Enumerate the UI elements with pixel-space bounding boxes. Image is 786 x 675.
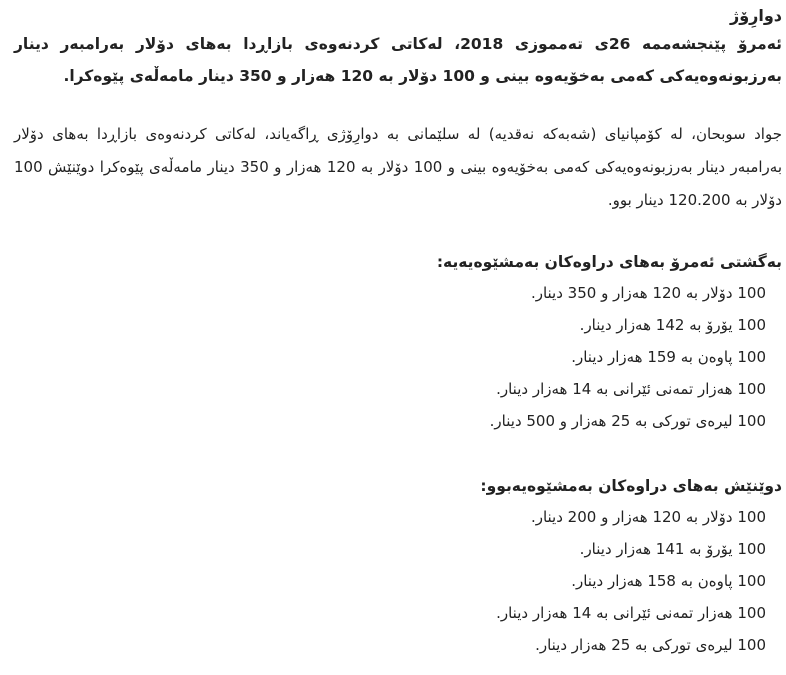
rate-item: 100 هەزار تمەنی ئێرانی بە 14 هەزار دینار. [496,380,766,398]
rate-item: 100 دۆلار بە 120 هەزار و 200 دینار. [530,508,766,526]
rate-item: 100 دۆلار بە 120 هەزار و 350 دینار. [530,284,766,302]
rate-item: 100 یۆرۆ بە 141 هەزار دینار. [579,540,766,558]
article-lead: ئەمرۆ پێنجشەممە 26ی تەمموزی 2018، لەکاتی کردنەوەی بازاڕدا بەهای دۆلار بەرامبەر دینار بەرزبونەوەیەکی کەمی بەخۆیەوە بینی و 100 دۆلار بە 120 هەزار و 350 دینار مامەڵەی پێوەکرا. [14,35,782,85]
rate-item: 100 پاوەن بە 158 هەزار دینار. [571,572,766,590]
yesterday-rates-heading: دوێنێش بەهای دراوەکان بەمشێوەیەبوو: [480,477,782,495]
article-body: جواد سوبحان، لە کۆمپانیای (شەبەکە نەقدیە) لە سلێمانی بە دوارِۆژی ڕاگەیاند، لەکاتی کردنەوەی بازاڕدا بەهای دۆلار بەرامبەر دینار بەرزبونەوەیەکی کەمی بەخۆیەوە بینی و 100 دۆلار بە 120 هەزار و 350 دینار مامەڵەی پێوەکرا دوێنێش 100 دۆلار بە 120.200 دینار بوو. [14,125,783,209]
today-rates-list [14,277,782,437]
rate-item: 100 پاوەن بە 159 هەزار دینار. [571,348,766,366]
rate-item: 100 لیرەی تورکی بە 25 هەزار دینار. [535,636,766,654]
yesterday-rates-list [14,501,782,661]
rate-item: 100 لیرەی تورکی بە 25 هەزار و 500 دینار. [489,412,766,430]
rate-item: 100 یۆرۆ بە 142 هەزار دینار. [579,316,766,334]
article-category[interactable]: دوارِۆژ [729,6,782,25]
rate-item: 100 هەزار تمەنی ئێرانی بە 14 هەزار دینار. [496,604,766,622]
today-rates-heading: بەگشتی ئەمرۆ بەهای دراوەکان بەمشێوەیەیە: [436,253,782,271]
